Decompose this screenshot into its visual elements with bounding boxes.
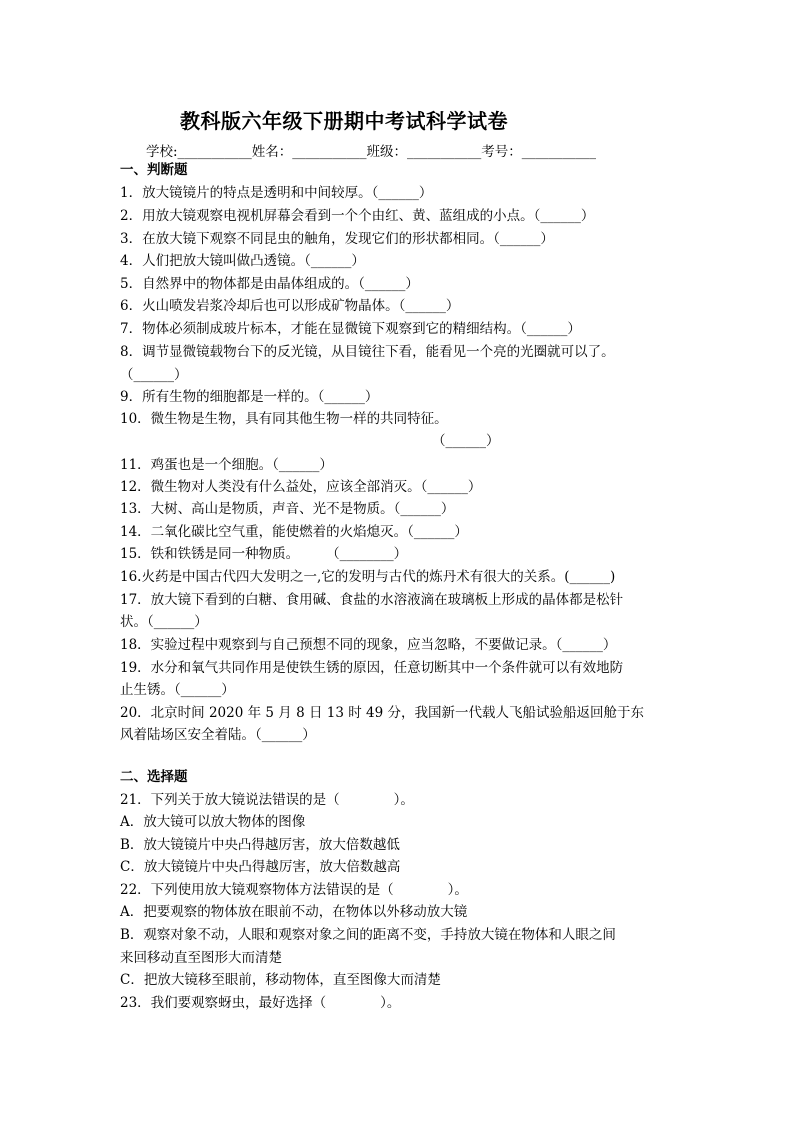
question-22-option-c: C．把放大镜移至眼前，移动物体，直至图像大而清楚 (120, 972, 441, 988)
question-21: 21．下列关于放大镜说法错误的是（ ）。 (120, 792, 414, 808)
question-22-option-b-cont: 来回移动直至图形大而清楚 (120, 950, 282, 966)
question-20: 20．北京时间 2020 年 5 月 8 日 13 时 49 分，我国新一代载人飞船试验船返回舱于东 (120, 705, 644, 721)
question-22-option-b: B．观察对象不动，人眼和观察对象之间的距离不变，手持放大镜在物体和人眼之间 (120, 927, 616, 943)
question-10: 10．微生物是生物，具有同其他生物一样的共同特征。 (120, 411, 448, 427)
question-2: 2．用放大镜观察电视机屏幕会看到一个个由红、黄、蓝组成的小点。（______） (120, 208, 595, 224)
question-17: 17．放大镜下看到的白糖、食用碱、食盐的水溶液滴在玻璃板上形成的晶体都是松针 (120, 592, 624, 608)
question-4: 4．人们把放大镜叫做凸透镜。（______） (120, 253, 365, 269)
question-23: 23．我们要观察蚜虫，最好选择（ ）。 (120, 995, 401, 1011)
question-19-cont: 止生锈。（______） (120, 682, 235, 698)
question-11: 11．鸡蛋也是一个细胞。（______） (120, 457, 333, 473)
question-21-option-a: A．放大镜可以放大物体的图像 (120, 814, 306, 830)
question-18: 18．实验过程中观察到与自己预想不同的现象，应当忽略，不要做记录。（______） (120, 637, 617, 653)
question-9: 9．所有生物的细胞都是一样的。（______） (120, 389, 379, 405)
question-3: 3．在放大镜下观察不同昆虫的触角，发现它们的形状都相同。（______） (120, 231, 554, 247)
question-12: 12．微生物对人类没有什么益处，应该全部消灭。（______） (120, 479, 482, 495)
student-info-line: 学校:___________姓名：___________班级：___________考号：___________ (146, 144, 597, 160)
question-8-answer: （______） (120, 367, 188, 383)
question-22-option-a: A．把要观察的物体放在眼前不动，在物体以外移动放大镜 (120, 904, 468, 920)
question-20-cont: 风着陆场区安全着陆。（______） (120, 727, 316, 743)
question-14: 14．二氧化碳比空气重，能使燃着的火焰熄灭。（______） (120, 524, 468, 540)
question-21-option-c: C．放大镜镜片中央凸得越厉害，放大倍数越高 (120, 859, 401, 875)
question-21-option-b: B．放大镜镜片中央凸得越厉害，放大倍数越低 (120, 837, 400, 853)
question-6: 6．火山喷发岩浆冷却后也可以形成矿物晶体。（______） (120, 298, 460, 314)
question-5: 5．自然界中的物体都是由晶体组成的。（______） (120, 276, 419, 292)
section-heading-choice: 二、选择题 (120, 769, 188, 785)
question-7: 7．物体必须制成玻片标本，才能在显微镜下观察到它的精细结构。（______） (120, 321, 581, 337)
question-22: 22．下列使用放大镜观察物体方法错误的是（ ）。 (120, 882, 468, 898)
question-10-answer: （______） (432, 433, 500, 449)
section-heading-judgement: 一、判断题 (120, 162, 188, 178)
question-1: 1．放大镜镜片的特点是透明和中间较厚。（______） (120, 185, 433, 201)
question-16: 16.火药是中国古代四大发明之一,它的发明与古代的炼丹术有很大的关系。(______) (120, 569, 616, 585)
exam-title: 教科版六年级下册期中考试科学试卷 (180, 109, 508, 133)
question-15: 15．铁和铁锈是同一种物质。 （________） (120, 546, 408, 562)
question-13: 13．大树、高山是物质，声音、光不是物质。（______） (120, 501, 455, 517)
question-8: 8．调节显微镜载物台下的反光镜，从目镜往下看，能看见一个亮的光圈就可以了。 (120, 344, 615, 360)
question-19: 19．水分和氧气共同作用是使铁生锈的原因，任意切断其中一个条件就可以有效地防 (120, 660, 624, 676)
question-17-cont: 状。（______） (120, 614, 208, 630)
